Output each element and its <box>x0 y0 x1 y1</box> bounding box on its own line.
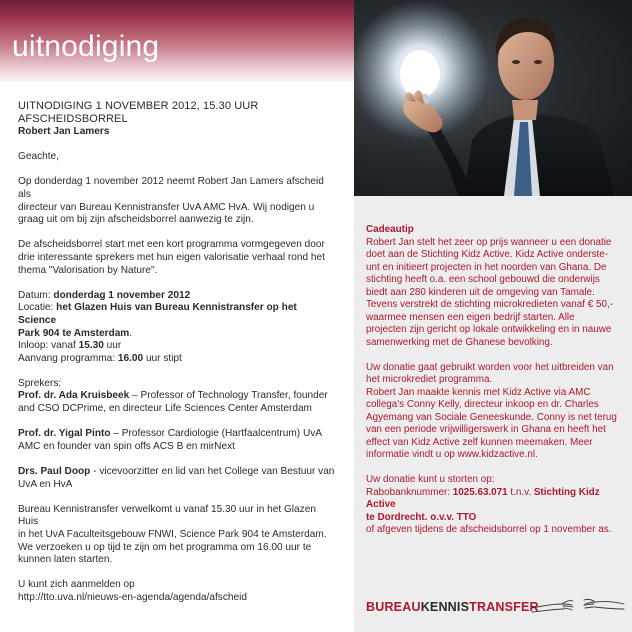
cadeau-line: unt en initieert projecten in het noorden van Ghana. De <box>366 261 607 273</box>
speaker-name: Prof. dr. Yigal Pinto <box>18 428 111 440</box>
location-end: . <box>129 327 133 339</box>
alt-line: of afgeven tijdens de afscheidsborrel op 1 november as. <box>366 524 612 535</box>
speaker-role: – Professor Cardiologie (Hartfaalcentrum) UvA <box>110 428 323 440</box>
cadeau-line: projecten zijn gericht op lokale ontwikkeling en in nauwe <box>366 324 612 335</box>
register-line: U kunt zich aanmelden op <box>18 579 135 591</box>
cadeau-line: biedt aan 280 kinderen uit de omgeving van Tamale. <box>366 286 595 298</box>
donation-text <box>366 224 626 537</box>
logo-part-kennis: KENNIS <box>420 600 470 614</box>
donation-line: Uw donatie gaat gebruikt worden voor het uitbreiden van <box>366 361 614 373</box>
welcome-line: kunnen laten starten. <box>18 554 113 566</box>
location-value: het Glazen Huis van Bureau Kennistransfer op het Science <box>18 302 297 326</box>
donation-line: informatie vindt u op www.kidzactive.nl. <box>366 449 538 460</box>
inloop-value: 15.30 <box>78 340 104 352</box>
program-paragraph <box>18 239 336 277</box>
donation-line: het microkrediet programma. <box>366 374 493 385</box>
cadeau-line: Tevens verstrekt de stichting microkredieten vanaf € 50,- <box>366 299 613 310</box>
speaker-role-cont: and CSO DCPrime, en directeur Life Sciences Center Amsterdam <box>18 403 312 415</box>
speaker-role: – Professor of Technology Transfer, founder <box>129 390 328 402</box>
inloop-label: Inloop: vanaf <box>18 340 79 352</box>
date-value: donderdag 1 november 2012 <box>53 289 191 301</box>
cadeau-section <box>366 224 626 349</box>
invitation-heading: UITNODIGING 1 NOVEMBER 2012, 15.30 UUR AFSCHEIDSBORREL <box>18 100 259 125</box>
donation-panel <box>354 196 632 632</box>
welcome-line: Bureau Kennistransfer verwelkomt u vanaf 15.30 uur in het Glazen Huis <box>18 503 316 528</box>
cadeau-title: Cadeautip <box>366 224 414 235</box>
date-line <box>18 290 336 303</box>
speaker-role: - vicevoorzitter en lid van het College van Bestuur van <box>90 466 335 478</box>
invitation-text <box>18 100 336 605</box>
bank-number: 1025.63.071 <box>452 486 508 498</box>
speaker-role-cont: UvA en HvA <box>18 478 73 490</box>
speaker-name: Prof. dr. Ada Kruisbeek <box>18 390 130 402</box>
donation-line: Agyemang van Sociale Geneeskunde. Conny is net terug <box>366 411 617 423</box>
cadeau-line: Robert Jan stelt het zeer op prijs wanneer u een donatie <box>366 236 612 248</box>
bank-label: Rabobanknummer: <box>366 486 453 498</box>
bureau-kennistransfer-logo <box>366 600 539 614</box>
bank-line <box>366 487 626 512</box>
intro-line: directeur van Bureau Kennistransfer UvA AMC HvA. Wij nodigen u <box>18 201 315 213</box>
location-value-2: Park 904 te Amsterdam <box>18 327 130 339</box>
intro-line: Op donderdag 1 november 2012 neemt Robert Jan Lamers afscheid als <box>18 176 324 200</box>
recipient-line-2 <box>366 512 626 525</box>
cadeau-line: waarmee mensen een eigen bedrijf starten. Alle <box>366 311 575 323</box>
transfer-section <box>366 474 626 537</box>
aanvang-line <box>18 353 336 366</box>
speakers-label: Sprekers: <box>18 377 62 389</box>
speaker-item <box>18 390 336 415</box>
date-label: Datum: <box>18 289 54 301</box>
welcome-paragraph <box>18 504 336 567</box>
register-paragraph <box>18 579 336 604</box>
donation-line: van een periode vrijwilligerswerk in Ghana en heeft het <box>366 424 606 435</box>
cadeau-line: stichting heeft o.a. een school gebouwd die onderwijs <box>366 274 600 285</box>
page-title: uitnodiging <box>12 30 160 63</box>
aanvang-value: 16.00 <box>117 352 144 364</box>
event-details <box>18 290 336 366</box>
reaching-hands-icon <box>530 592 626 616</box>
speaker-name: Drs. Paul Doop <box>18 466 91 478</box>
logo-part-transfer: TRANSFER <box>469 600 539 614</box>
program-line: thema "Valorisation by Nature". <box>18 264 158 276</box>
logo-part-bureau: BUREAU <box>366 600 421 614</box>
location-label: Locatie: <box>18 302 57 314</box>
donation-line: collega's Conny Kelly, directeur inkoop en dr. Charles <box>366 399 599 410</box>
transfer-intro: Uw donatie kunt u storten op: <box>366 474 495 485</box>
speaker-line <box>18 390 336 403</box>
donation-section <box>366 362 626 462</box>
speaker-item <box>18 428 336 453</box>
donation-line: effect van Kidz Active zelf kunnen meemaken. Meer <box>366 436 593 448</box>
register-link[interactable]: http://tto.uva.nl/nieuws-en-agenda/agenda/afscheid <box>18 591 247 603</box>
aanvang-label: Aanvang programma: <box>18 352 118 364</box>
photo-illustration <box>354 0 632 196</box>
man-holding-lightbulb-photo <box>354 0 632 196</box>
honoree-name: Robert Jan Lamers <box>18 126 110 137</box>
tnv-text: t.n.v. <box>507 486 534 498</box>
aanvang-end: uur stipt <box>143 352 182 364</box>
speaker-line <box>18 466 336 479</box>
recipient-detail: te Dordrecht. o.v.v. TTO <box>366 511 477 523</box>
speaker-item <box>18 466 336 491</box>
donation-line: Robert Jan maakte kennis met Kidz Active via AMC <box>366 386 591 398</box>
speaker-role-cont: AMC en founder van spin offs ACS B en mirNext <box>18 440 235 452</box>
location-line-2 <box>18 328 336 341</box>
location-line <box>18 302 336 327</box>
program-line: De afscheidsborrel start met een kort programma vormgegeven door <box>18 239 325 251</box>
greeting: Geachte, <box>18 151 59 163</box>
intro-paragraph <box>18 176 336 226</box>
intro-line: graag uit om bij zijn afscheidsborrel aanwezig te zijn. <box>18 214 254 226</box>
inloop-line <box>18 340 336 353</box>
program-line: drie interessante sprekers met hun eigen valorisatie verhaal rond het <box>18 251 325 263</box>
cadeau-line: doet aan de Stichting Kidz Active. Kidz Active onderste- <box>366 249 609 260</box>
inloop-end: uur <box>103 340 122 352</box>
welcome-line: We verzoeken u op tijd te zijn om het programma om 16.00 uur te <box>18 541 312 553</box>
recipient-name: Stichting Kidz Active <box>366 486 600 510</box>
cadeau-line: samenwerking met de Ghanese bevolking. <box>366 336 553 348</box>
welcome-line: in het UvA Faculteitsgebouw FNWI, Science Park 904 te Amsterdam. <box>18 529 327 540</box>
speaker-line <box>18 428 336 441</box>
